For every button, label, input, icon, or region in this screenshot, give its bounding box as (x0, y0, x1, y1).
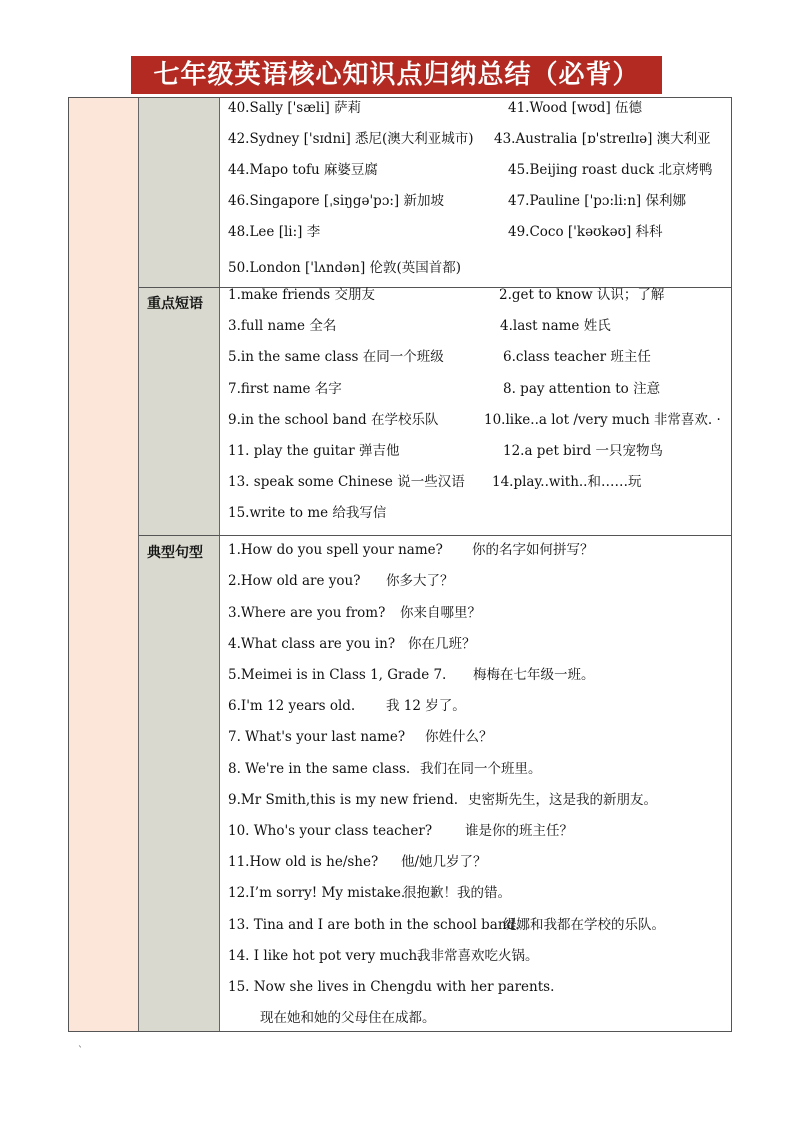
section-divider (139, 535, 731, 536)
sentence-en: 12.I’m sorry! My mistake. (228, 885, 406, 901)
footer-mark: ` (78, 1046, 83, 1057)
phrase-item: 11. play the guitar 弹吉他 (228, 443, 400, 459)
phrase-item: 9.in the school band 在学校乐队 (228, 412, 439, 428)
phrase-item: 12.a pet bird 一只宠物鸟 (503, 443, 664, 459)
phrase-item: 2.get to know 认识；了解 (499, 287, 665, 303)
sentence-zh: 你姓什么？ (425, 729, 493, 745)
table-column-1 (69, 98, 139, 1031)
sentence-zh: 我 12 岁了。 (386, 698, 466, 714)
section-label-phrases: 重点短语 (147, 296, 203, 312)
vocab-item: 40.Sally ['sæli] 萨莉 (228, 100, 362, 116)
sentence-zh: 现在她和她的父母住在成都。 (260, 1010, 436, 1026)
vocab-item: 47.Pauline ['pɔ:li:n] 保利娜 (508, 193, 686, 209)
vocab-item: 43.Australia [ɒ'streɪlɪə] 澳大利亚 (494, 131, 711, 147)
sentence-en: 2.How old are you? (228, 573, 361, 589)
sentence-zh: 很抱歉！我的错。 (403, 885, 511, 901)
phrase-item: 3.full name 全名 (228, 318, 337, 334)
sentence-zh: 缇娜和我都在学校的乐队。 (503, 917, 665, 933)
sentence-en: 8. We're in the same class. (228, 761, 411, 777)
sentence-zh: 史密斯先生，这是我的新朋友。 (468, 792, 657, 808)
sentence-zh: 他/她几岁了？ (401, 854, 487, 870)
sentence-en: 15. Now she lives in Chengdu with her parents. (228, 979, 555, 995)
sentence-zh: 你在几班？ (408, 636, 476, 652)
phrase-item: 15.write to me 给我写信 (228, 505, 387, 521)
phrase-item: 5.in the same class 在同一个班级 (228, 349, 444, 365)
phrase-item: 4.last name 姓氏 (500, 318, 611, 334)
vocab-item: 45.Beijing roast duck 北京烤鸭 (508, 162, 713, 178)
vocab-item: 46.Singapore [ˌsiŋgə'pɔ:] 新加坡 (228, 193, 444, 209)
sentence-zh: 你的名字如何拼写？ (472, 542, 594, 558)
vocab-item: 41.Wood [wʊd] 伍德 (508, 100, 643, 116)
table-column-2 (139, 98, 220, 1031)
sentence-en: 11.How old is he/she? (228, 854, 379, 870)
sentence-en: 14. I like hot pot very much. (228, 948, 422, 964)
phrase-item: 13. speak some Chinese 说一些汉语 (228, 474, 465, 490)
sentence-en: 1.How do you spell your name? (228, 542, 443, 558)
sentence-zh: 我们在同一个班里。 (420, 761, 542, 777)
sentence-en: 10. Who's your class teacher? (228, 823, 433, 839)
sentence-en: 13. Tina and I are both in the school band. (228, 917, 520, 933)
sentence-en: 6.I'm 12 years old. (228, 698, 356, 714)
sentence-en: 3.Where are you from? (228, 605, 386, 621)
sentence-zh: 梅梅在七年级一班。 (473, 667, 595, 683)
vocab-item: 49.Coco ['kəʊkəʊ] 科科 (508, 224, 663, 240)
sentence-en: 5.Meimei is in Class 1, Grade 7. (228, 667, 447, 683)
phrase-item: 7.first name 名字 (228, 381, 342, 397)
phrase-item: 14.play..with..和……玩 (492, 474, 642, 490)
sentence-en: 4.What class are you in? (228, 636, 396, 652)
phrase-item: 6.class teacher 班主任 (503, 349, 651, 365)
sentence-zh: 我非常喜欢吃火锅。 (417, 948, 539, 964)
vocab-item: 42.Sydney ['sɪdni] 悉尼(澳大利亚城市) (228, 131, 474, 147)
vocab-item: 44.Mapo tofu 麻婆豆腐 (228, 162, 378, 178)
sentence-en: 7. What's your last name? (228, 729, 406, 745)
sentence-en: 9.Mr Smith,this is my new friend. (228, 792, 459, 808)
sentence-zh: 你多大了？ (386, 573, 454, 589)
section-label-sentences: 典型句型 (147, 545, 203, 561)
phrase-item: 10.like..a lot /very much 非常喜欢. · (484, 412, 721, 428)
phrase-item: 1.make friends 交朋友 (228, 287, 376, 303)
sentence-zh: 谁是你的班主任？ (465, 823, 573, 839)
phrase-item: 8. pay attention to 注意 (503, 381, 661, 397)
vocab-item: 48.Lee [li:] 李 (228, 224, 321, 240)
page-title: 七年级英语核心知识点归纳总结（必背） (131, 56, 662, 94)
vocab-item: 50.London ['lʌndən] 伦敦(英国首都) (228, 260, 462, 276)
sentence-zh: 你来自哪里？ (400, 605, 481, 621)
